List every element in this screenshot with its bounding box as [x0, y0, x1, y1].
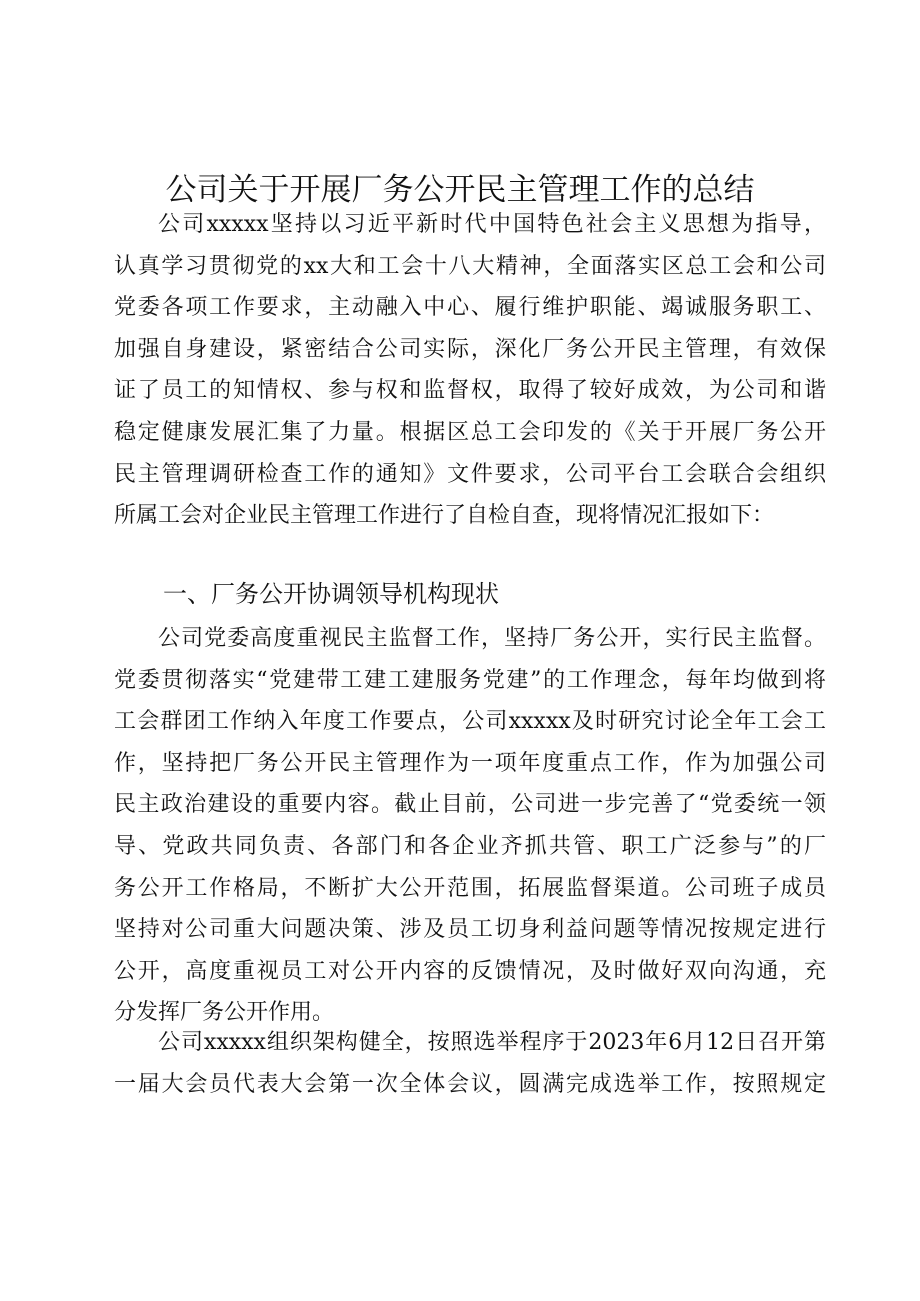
text-line: 党委贯彻落实“党建带工建工建服务党建”的工作理念，每年均做到将	[114, 667, 826, 693]
text-line: 认真学习贯彻党的xx大和工会十八大精神，全面落实区总工会和公司	[114, 253, 826, 279]
text-line: 党委各项工作要求，主动融入中心、履行维护职能、竭诚服务职工、	[114, 295, 826, 321]
text-line: 民主政治建设的重要内容。截止目前，公司进一步完善了“党委统一领	[114, 792, 826, 818]
text-line: 分发挥厂务公开作用。	[114, 1000, 335, 1026]
text-line: 导、党政共同负责、各部门和各企业齐抓共管、职工广泛参与”的厂	[114, 833, 826, 859]
section-heading: 一、厂务公开协调领导机构现状	[163, 580, 499, 608]
text-line: 公司党委高度重视民主监督工作，坚持厂务公开，实行民主监督。	[158, 626, 826, 651]
text-line: 稳定健康发展汇集了力量。根据区总工会印发的《关于开展厂务公开	[114, 419, 826, 445]
paragraph-section-1	[114, 618, 826, 1034]
text-line: 证了员工的知情权、参与权和监督权，取得了较好成效，为公司和谐	[114, 378, 826, 404]
text-line: 加强自身建设，紧密结合公司实际，深化厂务公开民主管理，有效保	[114, 336, 826, 362]
text-line: 公司xxxxx坚持以习近平新时代中国特色社会主义思想为指导，	[158, 212, 826, 237]
text-line: 作，坚持把厂务公开民主管理作为一项年度重点工作，作为加强公司	[114, 750, 826, 776]
text-line: 民主管理调研检查工作的通知》文件要求，公司平台工会联合会组织	[114, 461, 826, 487]
paragraph-section-2	[114, 1022, 826, 1105]
text-line: 坚持对公司重大问题决策、涉及员工切身利益问题等情况按规定进行	[114, 917, 826, 943]
text-line: 务公开工作格局，不断扩大公开范围，拓展监督渠道。公司班子成员	[114, 875, 826, 901]
text-line: 公司xxxxx组织架构健全，按照选举程序于2023年6月12日召开第	[158, 1030, 826, 1055]
paragraph-intro	[114, 204, 826, 537]
text-line: 公开，高度重视员工对公开内容的反馈情况，及时做好双向沟通，充	[114, 958, 826, 984]
text-line: 一届大会员代表大会第一次全体会议，圆满完成选举工作，按照规定	[114, 1071, 826, 1097]
text-line: 工会群团工作纳入年度工作要点，公司xxxxx及时研究讨论全年工会工	[114, 709, 826, 735]
text-line: 所属工会对企业民主管理工作进行了自检自查，现将情况汇报如下：	[114, 503, 775, 529]
document-title: 公司关于开展厂务公开民主管理工作的总结	[165, 172, 755, 208]
